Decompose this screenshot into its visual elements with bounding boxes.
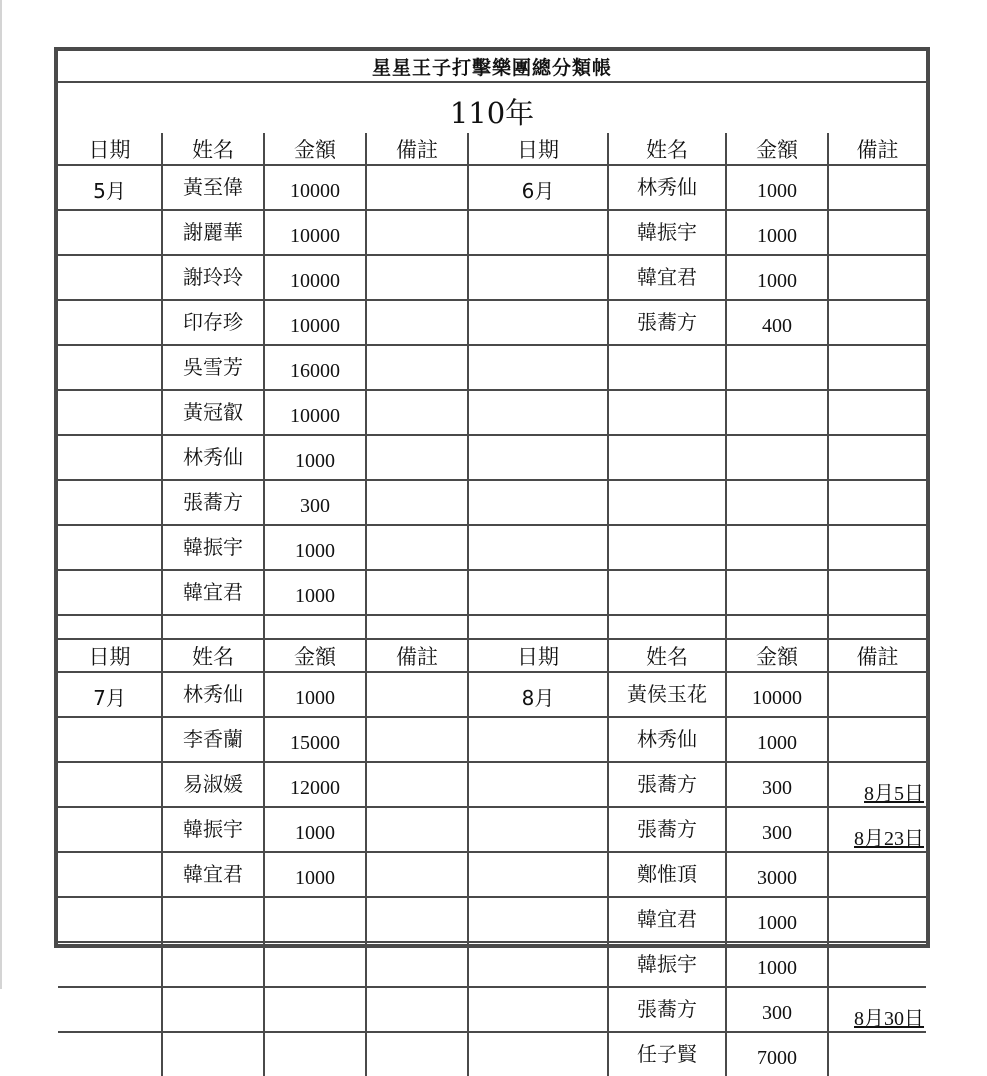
amount-cell: [264, 1032, 366, 1076]
table-row: [58, 390, 926, 435]
name-cell: 林秀仙: [608, 165, 726, 210]
amount-cell: [726, 390, 828, 435]
amount-cell: 1000: [264, 672, 366, 717]
note-cell: [366, 717, 468, 762]
amount-cell: [726, 525, 828, 570]
date-cell: [58, 345, 162, 390]
name-cell: 鄭惟頂: [608, 852, 726, 897]
name-cell: [608, 435, 726, 480]
date-cell: [468, 942, 608, 987]
section-spacer-row: [58, 615, 926, 639]
table-row: [58, 345, 926, 390]
spacer-cell: [828, 615, 926, 639]
header-amount: 金額: [264, 639, 366, 672]
note-cell-text: 8月5日: [864, 783, 925, 805]
table-row: [58, 942, 926, 987]
amount-cell: [264, 942, 366, 987]
name-cell: 張蕎方: [608, 807, 726, 852]
header-amount: 金額: [264, 133, 366, 165]
note-cell: [828, 435, 926, 480]
name-cell: [162, 987, 264, 1032]
table-row: [58, 210, 926, 255]
table-row: [58, 480, 926, 525]
note-cell-text: 8月23日: [854, 828, 925, 850]
header-row: [58, 133, 926, 165]
amount-cell: 300: [726, 762, 828, 807]
amount-cell: 10000: [264, 390, 366, 435]
name-cell: 韓振宇: [608, 210, 726, 255]
date-cell: [58, 852, 162, 897]
note-cell-text: 8月30日: [854, 1008, 925, 1030]
note-cell: [366, 987, 468, 1032]
spacer-cell: [468, 615, 608, 639]
date-cell: [58, 717, 162, 762]
date-cell: [58, 807, 162, 852]
amount-cell: 10000: [264, 300, 366, 345]
table-row: [58, 897, 926, 942]
date-cell: 7月: [58, 672, 162, 717]
date-cell: [468, 762, 608, 807]
header-row: [58, 639, 926, 672]
note-cell: [828, 987, 926, 1032]
date-cell: [58, 1032, 162, 1076]
amount-cell: 15000: [264, 717, 366, 762]
note-cell: [828, 570, 926, 615]
note-cell: [366, 435, 468, 480]
spacer-cell: [264, 615, 366, 639]
date-cell: [468, 717, 608, 762]
note-cell: [828, 717, 926, 762]
name-cell: 李香蘭: [162, 717, 264, 762]
amount-cell: 10000: [726, 672, 828, 717]
date-cell: [58, 390, 162, 435]
note-cell: [828, 390, 926, 435]
header-note: 備註: [828, 133, 926, 165]
date-cell: [468, 255, 608, 300]
amount-cell: [726, 480, 828, 525]
amount-cell: 1000: [726, 210, 828, 255]
name-cell: 印存珍: [162, 300, 264, 345]
date-cell: [58, 435, 162, 480]
amount-cell: 12000: [264, 762, 366, 807]
name-cell: 張蕎方: [608, 987, 726, 1032]
name-cell: 韓宜君: [608, 897, 726, 942]
amount-cell: [264, 987, 366, 1032]
header-note: 備註: [828, 639, 926, 672]
amount-cell: 1000: [264, 807, 366, 852]
name-cell: [608, 570, 726, 615]
name-cell: 任子賢: [608, 1032, 726, 1076]
note-cell: [828, 255, 926, 300]
name-cell: 林秀仙: [608, 717, 726, 762]
note-cell: [366, 255, 468, 300]
date-cell: [58, 480, 162, 525]
spacer-cell: [608, 615, 726, 639]
name-cell: [162, 942, 264, 987]
name-cell: 韓振宇: [608, 942, 726, 987]
name-cell: 吳雪芳: [162, 345, 264, 390]
name-cell: 黃侯玉花: [608, 672, 726, 717]
date-cell: [58, 255, 162, 300]
name-cell: 易淑媛: [162, 762, 264, 807]
note-cell: [828, 1032, 926, 1076]
date-cell: [468, 435, 608, 480]
amount-cell: 1000: [264, 852, 366, 897]
name-cell: 謝麗華: [162, 210, 264, 255]
date-cell: [58, 570, 162, 615]
date-cell: [468, 525, 608, 570]
name-cell: [608, 390, 726, 435]
name-cell: 黃至偉: [162, 165, 264, 210]
ledger-title: 星星王子打擊樂團總分類帳: [58, 51, 926, 82]
date-cell: [468, 480, 608, 525]
table-row: [58, 525, 926, 570]
note-cell: [828, 897, 926, 942]
header-note: 備註: [366, 639, 468, 672]
name-cell: 林秀仙: [162, 435, 264, 480]
name-cell: 張蕎方: [162, 480, 264, 525]
name-cell: [608, 345, 726, 390]
note-cell: [828, 300, 926, 345]
header-name: 姓名: [162, 133, 264, 165]
ledger-sheet: [54, 47, 930, 1069]
name-cell: [162, 897, 264, 942]
amount-cell: 10000: [264, 210, 366, 255]
amount-cell: 10000: [264, 165, 366, 210]
note-cell: [366, 897, 468, 942]
amount-cell: 10000: [264, 255, 366, 300]
date-cell: [58, 942, 162, 987]
note-cell: [366, 942, 468, 987]
spacer-cell: [726, 615, 828, 639]
amount-cell: 300: [264, 480, 366, 525]
table-row: [58, 717, 926, 762]
table-row: [58, 435, 926, 480]
date-cell: [468, 210, 608, 255]
spacer-cell: [58, 615, 162, 639]
note-cell: [828, 807, 926, 852]
date-cell: [468, 987, 608, 1032]
note-cell: [366, 345, 468, 390]
amount-cell: 1000: [726, 165, 828, 210]
name-cell: [162, 1032, 264, 1076]
spacer-cell: [162, 615, 264, 639]
header-amount: 金額: [726, 639, 828, 672]
name-cell: 韓振宇: [162, 807, 264, 852]
date-cell: [58, 525, 162, 570]
table-row: [58, 807, 926, 852]
date-cell: [58, 897, 162, 942]
table-row: [58, 762, 926, 807]
amount-cell: [726, 345, 828, 390]
amount-cell: 3000: [726, 852, 828, 897]
date-cell: 8月: [468, 672, 608, 717]
note-cell: [366, 852, 468, 897]
header-name: 姓名: [162, 639, 264, 672]
date-cell: [468, 897, 608, 942]
header-date: 日期: [468, 639, 608, 672]
date-cell: [468, 807, 608, 852]
table-row: [58, 300, 926, 345]
table-row: [58, 1032, 926, 1076]
amount-cell: [264, 897, 366, 942]
amount-cell: 300: [726, 987, 828, 1032]
date-cell: [58, 987, 162, 1032]
amount-cell: 1000: [726, 942, 828, 987]
header-name: 姓名: [608, 639, 726, 672]
header-name: 姓名: [608, 133, 726, 165]
date-cell: [58, 300, 162, 345]
date-cell: 6月: [468, 165, 608, 210]
note-cell: [828, 480, 926, 525]
date-cell: [468, 300, 608, 345]
note-cell: [366, 1032, 468, 1076]
note-cell: [366, 525, 468, 570]
name-cell: 黃冠叡: [162, 390, 264, 435]
name-cell: 韓宜君: [162, 852, 264, 897]
amount-cell: [726, 570, 828, 615]
spacer-cell: [366, 615, 468, 639]
table-row: [58, 165, 926, 210]
note-cell: [366, 300, 468, 345]
amount-cell: 1000: [264, 435, 366, 480]
name-cell: [608, 480, 726, 525]
amount-cell: 1000: [726, 717, 828, 762]
amount-cell: 7000: [726, 1032, 828, 1076]
header-note: 備註: [366, 133, 468, 165]
note-cell: [828, 210, 926, 255]
amount-cell: 1000: [264, 570, 366, 615]
date-cell: [468, 1032, 608, 1076]
note-cell: [828, 165, 926, 210]
note-cell: [366, 165, 468, 210]
note-cell: [828, 852, 926, 897]
note-cell: [366, 390, 468, 435]
note-cell: [366, 480, 468, 525]
name-cell: 韓宜君: [162, 570, 264, 615]
name-cell: 謝玲玲: [162, 255, 264, 300]
amount-cell: [726, 435, 828, 480]
amount-cell: 16000: [264, 345, 366, 390]
note-cell: [366, 570, 468, 615]
note-cell: [828, 762, 926, 807]
amount-cell: 1000: [726, 897, 828, 942]
table-row: [58, 987, 926, 1032]
name-cell: 韓振宇: [162, 525, 264, 570]
table-row: [58, 255, 926, 300]
note-cell: [828, 942, 926, 987]
name-cell: [608, 525, 726, 570]
note-cell: [366, 762, 468, 807]
date-cell: [58, 210, 162, 255]
ledger-year: 110年: [58, 82, 926, 133]
name-cell: 張蕎方: [608, 300, 726, 345]
amount-cell: 1000: [264, 525, 366, 570]
amount-cell: 300: [726, 807, 828, 852]
name-cell: 張蕎方: [608, 762, 726, 807]
note-cell: [366, 210, 468, 255]
note-cell: [828, 525, 926, 570]
header-date: 日期: [468, 133, 608, 165]
amount-cell: 1000: [726, 255, 828, 300]
header-date: 日期: [58, 639, 162, 672]
date-cell: [468, 570, 608, 615]
table-row: [58, 570, 926, 615]
left-edge-rule: [0, 0, 2, 989]
table-row: [58, 672, 926, 717]
name-cell: 林秀仙: [162, 672, 264, 717]
date-cell: [58, 762, 162, 807]
name-cell: 韓宜君: [608, 255, 726, 300]
table-row: [58, 852, 926, 897]
amount-cell: 400: [726, 300, 828, 345]
header-amount: 金額: [726, 133, 828, 165]
note-cell: [828, 672, 926, 717]
note-cell: [366, 672, 468, 717]
ledger-table: [58, 51, 926, 1076]
date-cell: 5月: [58, 165, 162, 210]
note-cell: [366, 807, 468, 852]
date-cell: [468, 852, 608, 897]
date-cell: [468, 345, 608, 390]
header-date: 日期: [58, 133, 162, 165]
date-cell: [468, 390, 608, 435]
note-cell: [828, 345, 926, 390]
